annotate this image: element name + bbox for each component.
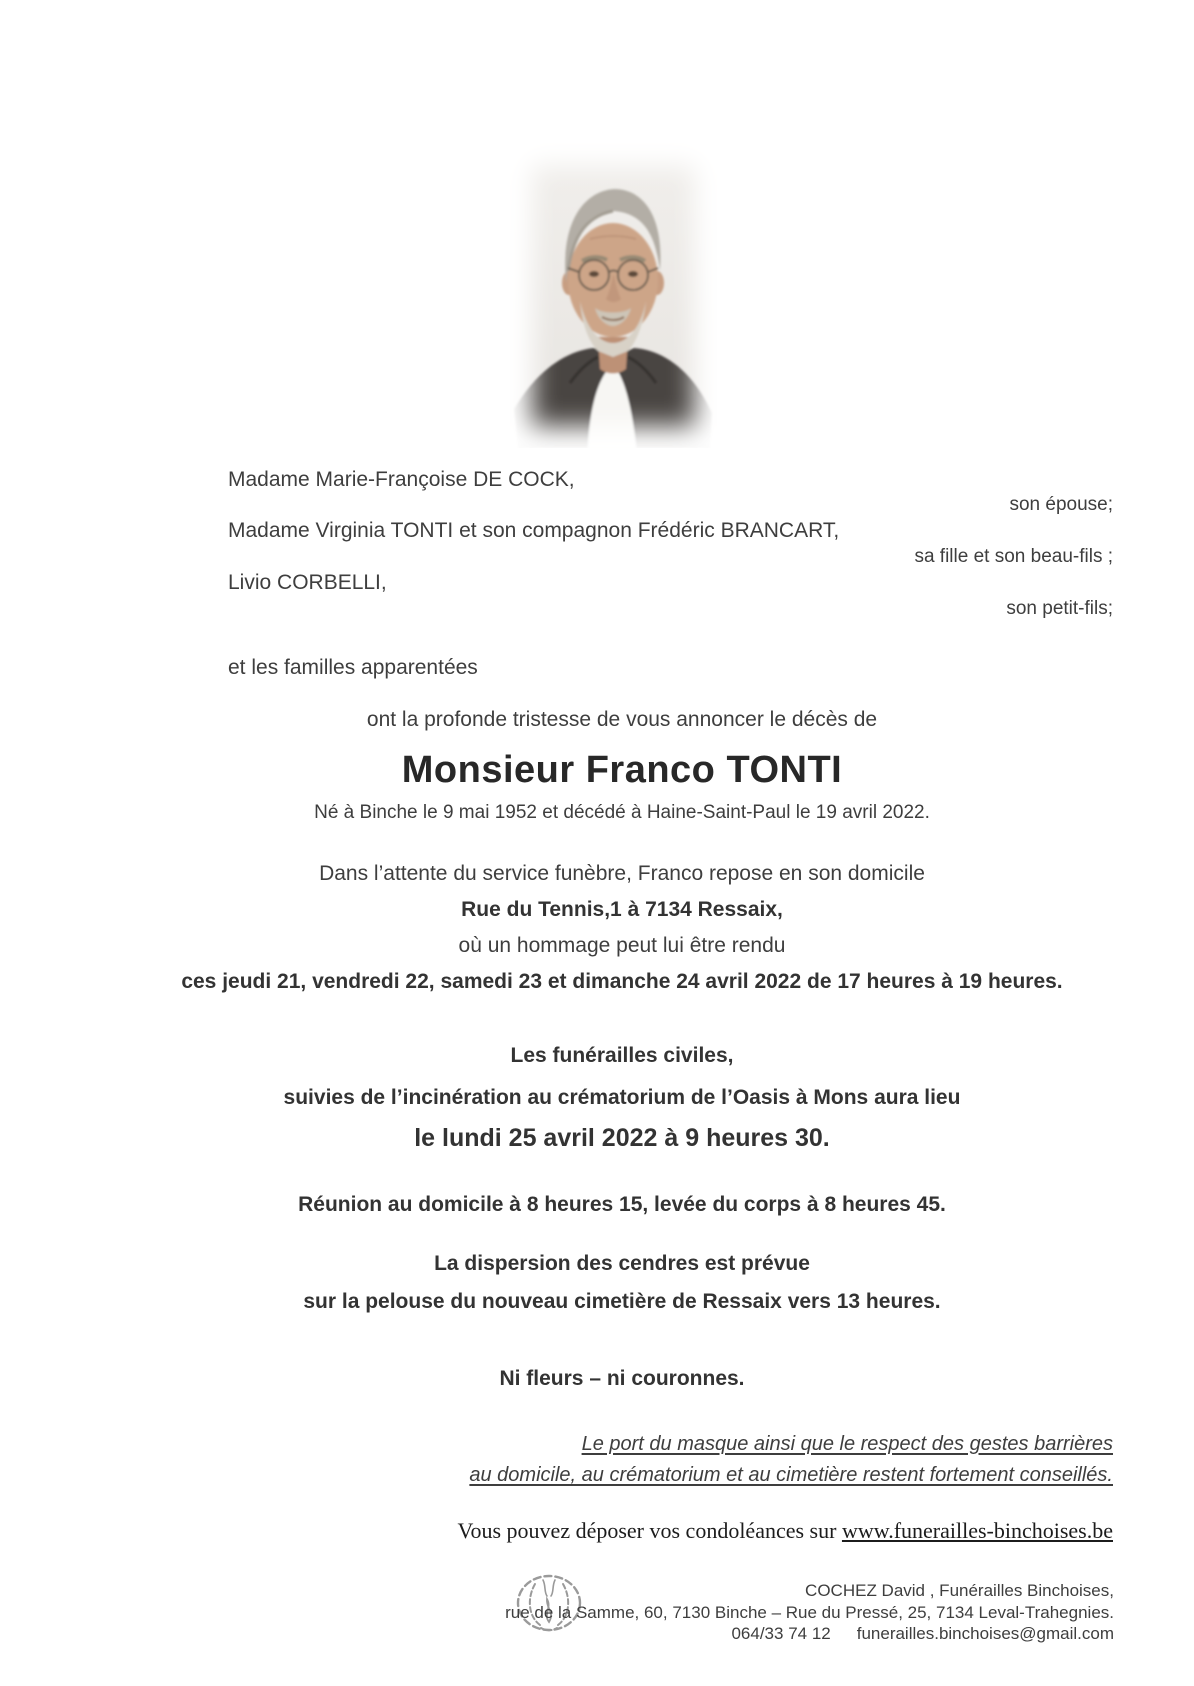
relation-1: son épouse; xyxy=(1009,494,1113,515)
funeral-home-name: COCHEZ David , Funérailles Binchoises, xyxy=(805,1581,1114,1600)
meeting-line: Réunion au domicile à 8 heures 15, levée du corps à 8 heures 45. xyxy=(298,1193,946,1216)
funeral-line-2: suivies de l’incinération au crématorium de l’Oasis à Mons aura lieu xyxy=(283,1086,961,1109)
repose-address: Rue du Tennis,1 à 7134 Ressaix, xyxy=(461,898,783,921)
funeral-home-phone: 064/33 74 12 xyxy=(731,1624,831,1643)
birth-death-line: Né à Binche le 9 mai 1952 et décédé à Haine-Saint-Paul le 19 avril 2022. xyxy=(314,802,930,823)
ashes-line-2: sur la pelouse du nouveau cimetière de Ressaix vers 13 heures. xyxy=(303,1290,941,1313)
portrait-illustration xyxy=(510,143,717,448)
mask-notice-line-2: au domicile, au crématorium et au cimetière restent fortement conseillés. xyxy=(469,1464,1113,1486)
family-member-3: Livio CORBELLI, xyxy=(228,571,387,594)
condolences-text: Vous pouvez déposer vos condoléances sur xyxy=(457,1518,842,1543)
relation-2: sa fille et son beau-fils ; xyxy=(914,546,1113,567)
funeral-date: le lundi 25 avril 2022 à 9 heures 30. xyxy=(414,1124,830,1152)
repose-line-2: où un hommage peut lui être rendu xyxy=(458,934,786,957)
funeral-line-1: Les funérailles civiles, xyxy=(510,1044,734,1067)
deceased-name: Monsieur Franco TONTI xyxy=(401,749,843,791)
funeral-home-contact xyxy=(505,1623,1114,1645)
family-member-1: Madame Marie-Françoise DE COCK, xyxy=(228,468,575,491)
family-member-2: Madame Virginia TONTI et son compagnon Frédéric BRANCART, xyxy=(228,519,840,542)
announcement-intro: ont la profonde tristesse de vous annoncer le décès de xyxy=(366,708,878,731)
no-flowers-line: Ni fleurs – ni couronnes. xyxy=(499,1367,745,1390)
deceased-portrait-photo xyxy=(510,143,717,448)
funeral-home-email: funerailles.binchoises@gmail.com xyxy=(856,1624,1114,1643)
visitation-dates: ces jeudi 21, vendredi 22, samedi 23 et dimanche 24 avril 2022 de 17 heures à 19 heures. xyxy=(181,970,1063,993)
condolences-line xyxy=(457,1518,1113,1544)
funeral-home-addresses: rue de la Samme, 60, 7130 Binche – Rue du Pressé, 25, 7134 Leval-Trahegnies. xyxy=(505,1602,1114,1622)
mask-notice-line-1: Le port du masque ainsi que le respect des gestes barrières xyxy=(581,1433,1113,1455)
repose-line-1: Dans l’attente du service funèbre, Franco repose en son domicile xyxy=(319,862,925,885)
ashes-line-1: La dispersion des cendres est prévue xyxy=(434,1252,810,1275)
relation-3: son petit-fils; xyxy=(1006,598,1113,619)
condolences-website-link[interactable]: www.funerailles-binchoises.be xyxy=(841,1518,1113,1543)
funeral-home-info xyxy=(505,1580,1114,1645)
related-families-line: et les familles apparentées xyxy=(228,656,478,679)
